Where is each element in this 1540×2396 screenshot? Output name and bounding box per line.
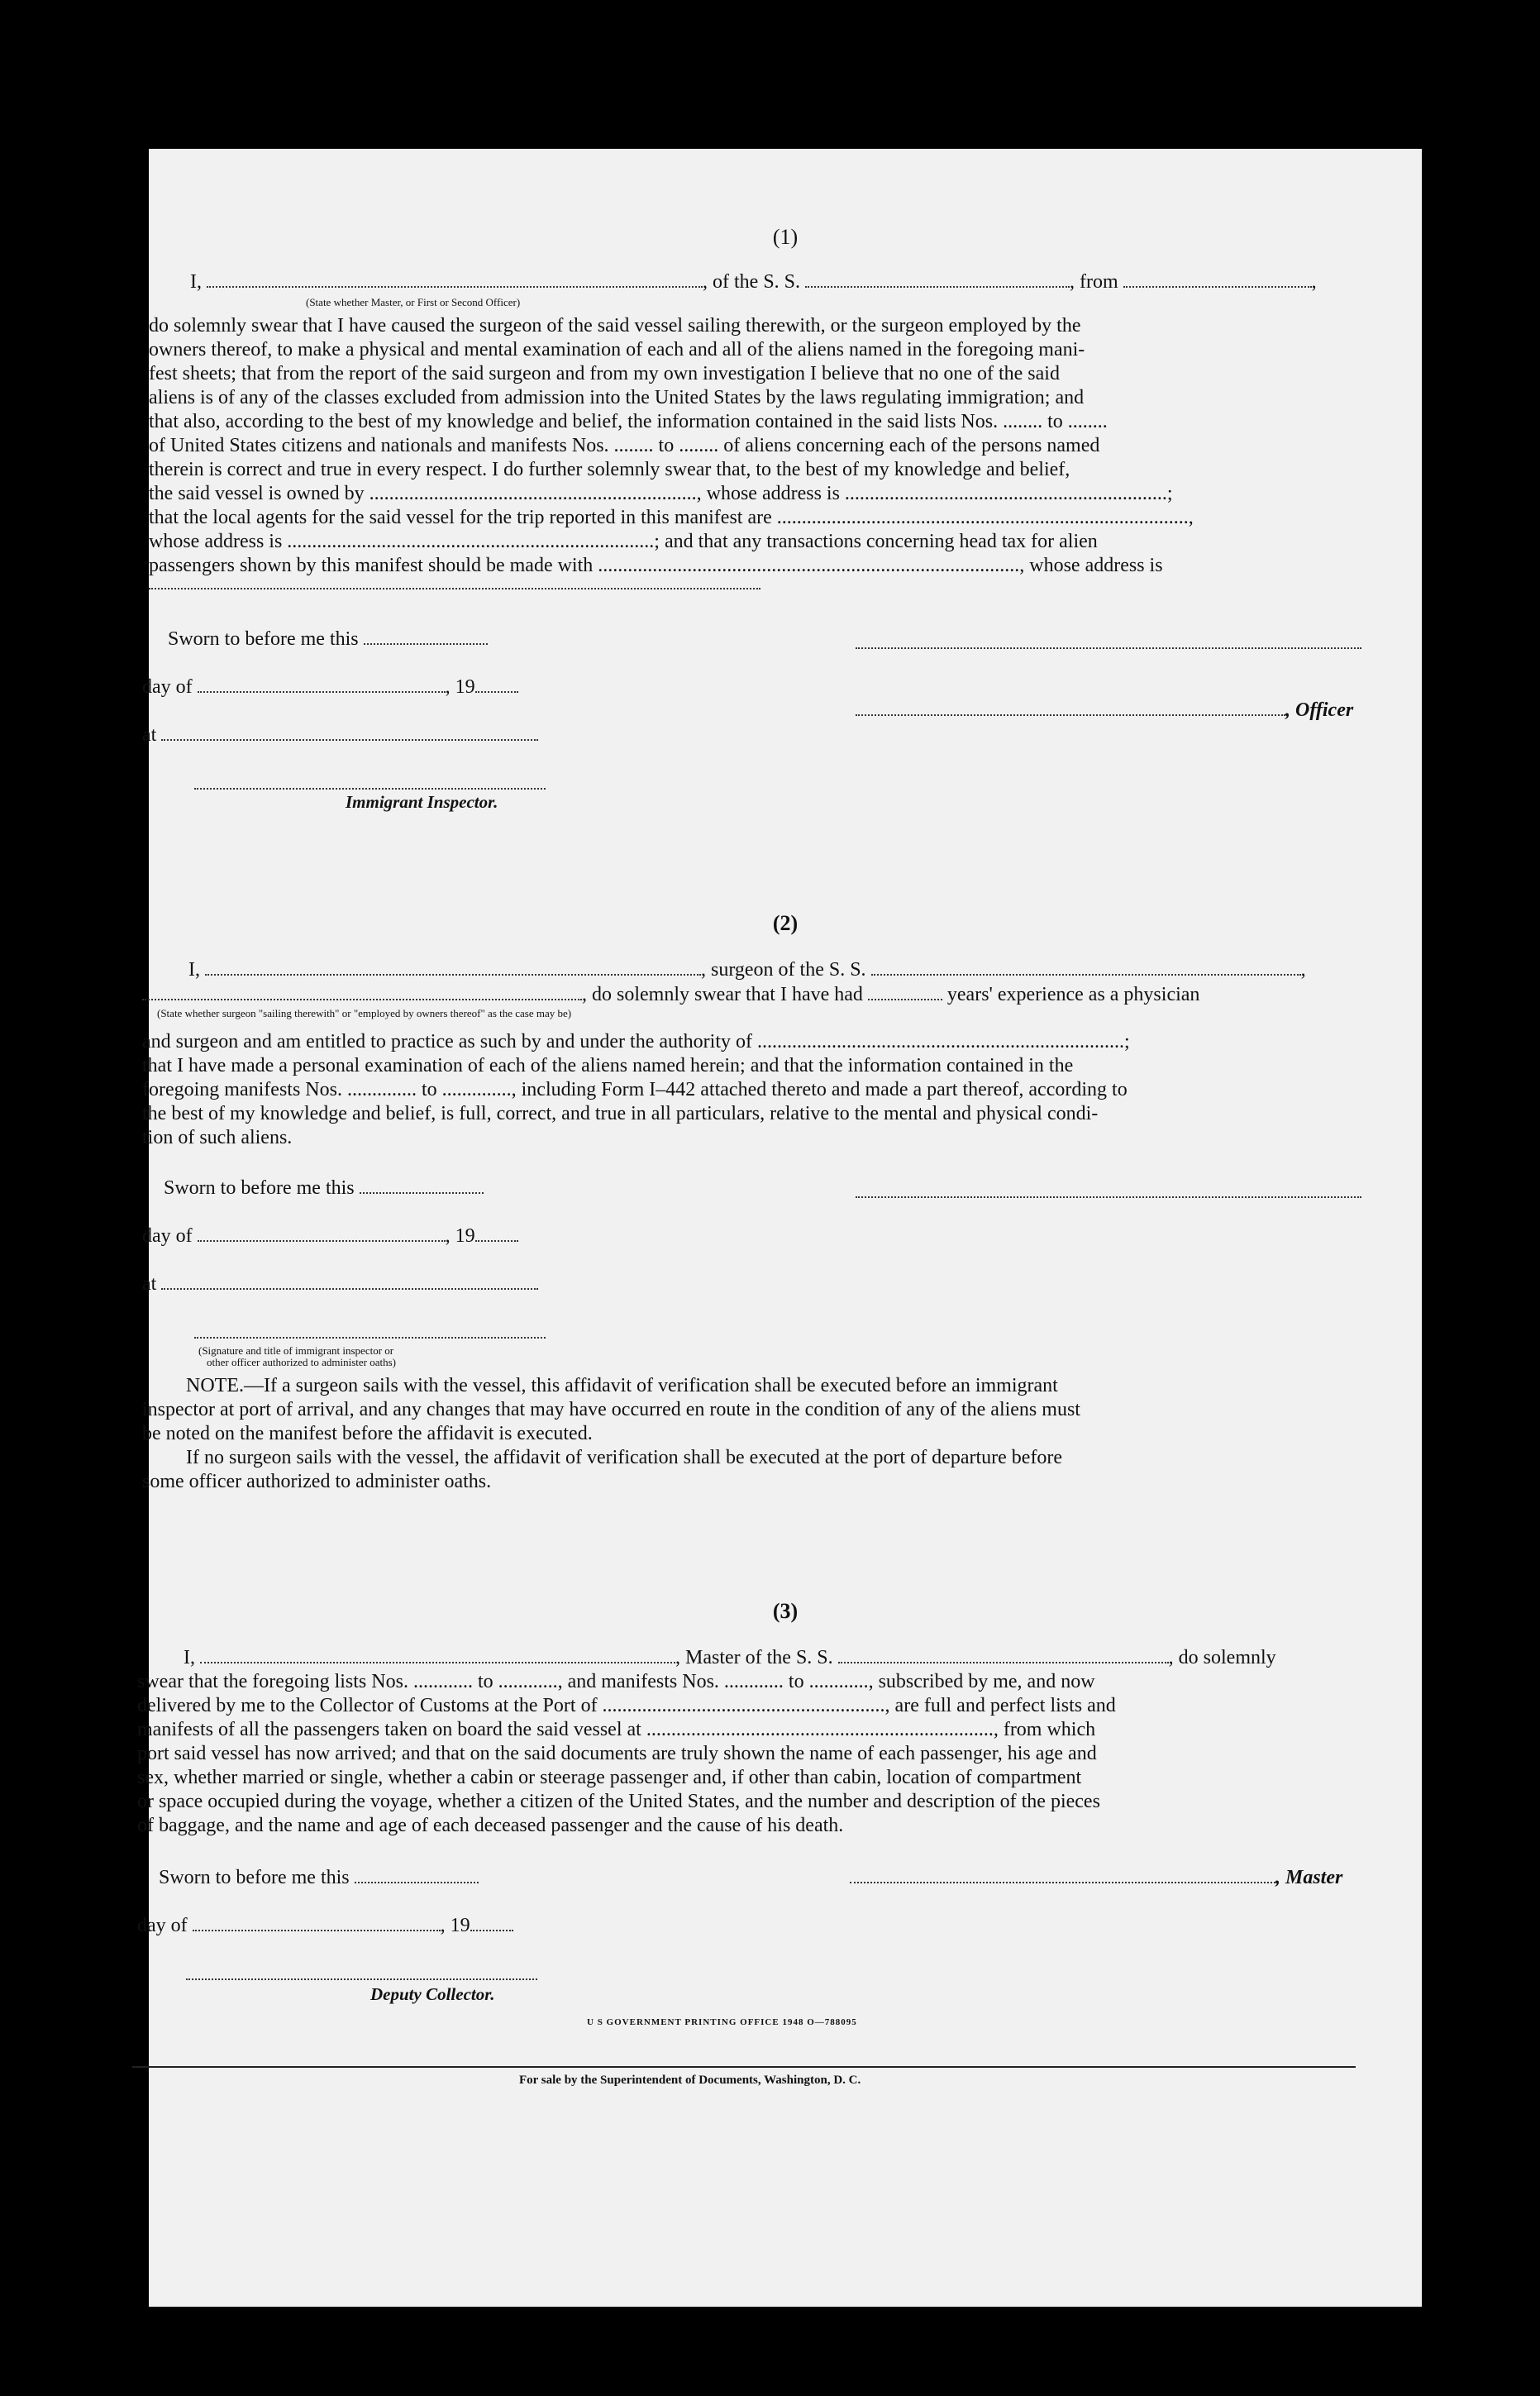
- body-line: and surgeon and am entitled to practice as such by and under the authority of ..........................................................................;: [142, 1031, 1130, 1052]
- year-field[interactable]: [470, 1913, 513, 1931]
- surgeon-signature-line[interactable]: [856, 1196, 1361, 1198]
- section3-day-of: day of , 19: [137, 1913, 513, 1938]
- section3-first-line: I, , Master of the S. S. , do solemnly: [184, 1647, 1276, 1668]
- sworn-date-field[interactable]: [355, 1865, 479, 1883]
- body-line: whose address is ..........................................................................; and that any transactions concerning head tax for alien: [149, 531, 1098, 552]
- body-line: tion of such aliens.: [142, 1127, 293, 1148]
- body-line: passengers shown by this manifest should be made with ....................................................................................., whose address is: [149, 555, 1163, 576]
- immigrant-inspector-label: Immigrant Inspector.: [346, 792, 498, 812]
- note-line: NOTE.—If a surgeon sails with the vessel, this affidavit of verification shall be executed before an immigrant: [186, 1375, 1058, 1396]
- body-line: owners thereof, to make a physical and mental examination of each and all of the aliens named in the foregoing mani-: [149, 339, 1085, 360]
- body-line: that the local agents for the said vessel for the trip reported in this manifest are ...................................................................................,: [149, 507, 1194, 528]
- body-line: that I have made a personal examination of each of the aliens named herein; and that the information contained in the: [142, 1055, 1074, 1076]
- binder-hole: [1432, 1720, 1475, 1763]
- section1-i: I,: [190, 271, 202, 293]
- body-line: of United States citizens and nationals and manifests Nos. ........ to ........ of aliens concerning each of the persons named: [149, 435, 1100, 456]
- section3-sworn: Sworn to before me this: [159, 1865, 479, 1890]
- note-line: If no surgeon sails with the vessel, the affidavit of verification shall be executed at the port of departure before: [186, 1447, 1063, 1468]
- form-page: [137, 149, 1422, 2307]
- surgeon-status-caption: (State whether surgeon "sailing therewith" or "employed by owners thereof" as the case may be): [157, 1007, 572, 1019]
- collector-signature-line[interactable]: [186, 1978, 537, 1980]
- section1-first-line: I, , of the S. S. , from ,: [190, 271, 1317, 293]
- body-line: foregoing manifests Nos. .............. to .............., including Form I–442 attached thereto and made a part thereof, according to: [142, 1079, 1128, 1100]
- sale-notice: For sale by the Superintendent of Documents, Washington, D. C.: [519, 2074, 861, 2087]
- surgeon-vessel-field[interactable]: [871, 957, 1301, 976]
- body-line: port said vessel has now arrived; and that on the said documents are truly shown the name of each passenger, his age and: [137, 1743, 1097, 1764]
- port-from-field[interactable]: [1123, 270, 1312, 288]
- officer-title-caption: (State whether Master, or First or Second Officer): [306, 296, 521, 308]
- deputy-collector-label: Deputy Collector.: [370, 1984, 495, 2004]
- binder-hole: [1432, 198, 1475, 241]
- section1-of-ss: , of the S. S.: [703, 271, 801, 293]
- inspector-signature-line[interactable]: [194, 787, 546, 790]
- master-name-field[interactable]: [200, 1645, 675, 1663]
- body-line: delivered by me to the Collector of Customs at the Port of ........................................................., are full and perfect lists and: [137, 1695, 1116, 1716]
- officer-signature-line[interactable]: [856, 647, 1361, 649]
- body-line: fest sheets; that from the report of the said surgeon and from my own investigation I believe that no one of the said: [149, 363, 1060, 384]
- body-line: the best of my knowledge and belief, is full, correct, and true in all particulars, relative to the mental and physical condi-: [142, 1103, 1099, 1124]
- body-line: that also, according to the best of my knowledge and belief, the information contained in the said lists Nos. ........ to ........: [149, 411, 1108, 432]
- section2-at: at: [142, 1272, 538, 1296]
- sworn-date-field[interactable]: [360, 1176, 484, 1194]
- day-field[interactable]: [193, 1913, 441, 1931]
- binder-hole: [1432, 709, 1475, 752]
- binder-hole: [1432, 1589, 1475, 1632]
- body-line: sex, whether married or single, whether a cabin or steerage passenger and, if other than cabin, location of compartment: [137, 1767, 1082, 1788]
- section1-number: (1): [772, 225, 799, 249]
- signature-caption: (Signature and title of immigrant inspector or: [198, 1344, 394, 1357]
- section2-day-of: day of , 19: [142, 1224, 518, 1248]
- officer-name-field[interactable]: [856, 698, 1285, 716]
- year-field[interactable]: [475, 675, 518, 693]
- officer-title-field[interactable]: [207, 270, 703, 288]
- binder-hole: [1432, 842, 1475, 885]
- body-line: do solemnly swear that I have caused the surgeon of the said vessel sailing therewith, or the surgeon employed by the: [149, 315, 1081, 336]
- years-experience-field[interactable]: [868, 982, 942, 1000]
- section3-number: (3): [772, 1599, 799, 1623]
- section1-from: , from: [1070, 271, 1118, 293]
- body-line: aliens is of any of the classes excluded from admission into the United States by the laws regulating immigration; and: [149, 387, 1085, 408]
- section1-sworn: Sworn to before me this: [168, 627, 488, 652]
- vessel-name-field[interactable]: [805, 270, 1070, 288]
- binder-hole: [1432, 2207, 1475, 2250]
- binder-hole: [1432, 2059, 1475, 2102]
- body-line: manifests of all the passengers taken on board the said vessel at ......................................................................, from which: [137, 1719, 1096, 1740]
- section1-at: at: [142, 723, 538, 747]
- signature-caption: other officer authorized to administer oaths): [207, 1356, 396, 1368]
- binder-hole: [1432, 2097, 1475, 2140]
- inspector-signature-line[interactable]: [194, 1336, 546, 1339]
- section2-first-line: I, , surgeon of the S. S. ,: [188, 959, 1306, 981]
- master-signature-line[interactable]: [850, 1865, 1275, 1883]
- binder-hole: [1432, 360, 1475, 403]
- year-field[interactable]: [475, 1224, 518, 1242]
- surgeon-status-field[interactable]: [142, 982, 582, 1000]
- master-vessel-field[interactable]: [838, 1645, 1169, 1663]
- body-line: the said vessel is owned by .................................................................., whose address is .................................................................;: [149, 483, 1173, 504]
- surgeon-name-field[interactable]: [205, 957, 701, 976]
- day-field[interactable]: [198, 675, 446, 693]
- body-line: of baggage, and the name and age of each deceased passenger and the cause of his death.: [137, 1815, 844, 1836]
- body-line: or space occupied during the voyage, whether a citizen of the United States, and the number and description of the pieces: [137, 1791, 1100, 1812]
- footer-rule: [132, 2065, 1356, 2068]
- note-line: inspector at port of arrival, and any changes that may have occurred en route in the condition of any of the aliens must: [142, 1399, 1080, 1420]
- section1-officer-line: , Officer: [856, 698, 1353, 723]
- section2-number: (2): [772, 911, 799, 935]
- section3-master-line: , Master: [850, 1865, 1342, 1890]
- place-field[interactable]: [161, 723, 538, 741]
- place-field[interactable]: [161, 1272, 538, 1290]
- day-field[interactable]: [198, 1224, 446, 1242]
- section2-second-line: , do solemnly swear that I have had years' experience as a physician: [142, 982, 1199, 1007]
- body-line: swear that the foregoing lists Nos. ............ to ............, and manifests Nos. ............ to ............, subscribed by me, and now: [137, 1671, 1095, 1692]
- address-continuation-field[interactable]: [149, 587, 760, 589]
- sworn-date-field[interactable]: [364, 627, 488, 645]
- note-line: some officer authorized to administer oaths.: [142, 1471, 492, 1492]
- section2-sworn: Sworn to before me this: [164, 1176, 484, 1200]
- printing-office-imprint: U S GOVERNMENT PRINTING OFFICE 1948 O—788095: [587, 2017, 857, 2027]
- section1-day-of: day of , 19: [142, 675, 518, 699]
- note-line: be noted on the manifest before the affidavit is executed.: [142, 1423, 593, 1444]
- binder-hole: [1432, 1229, 1475, 1272]
- body-line: therein is correct and true in every respect. I do further solemnly swear that, to the best of my knowledge and belief,: [149, 459, 1070, 480]
